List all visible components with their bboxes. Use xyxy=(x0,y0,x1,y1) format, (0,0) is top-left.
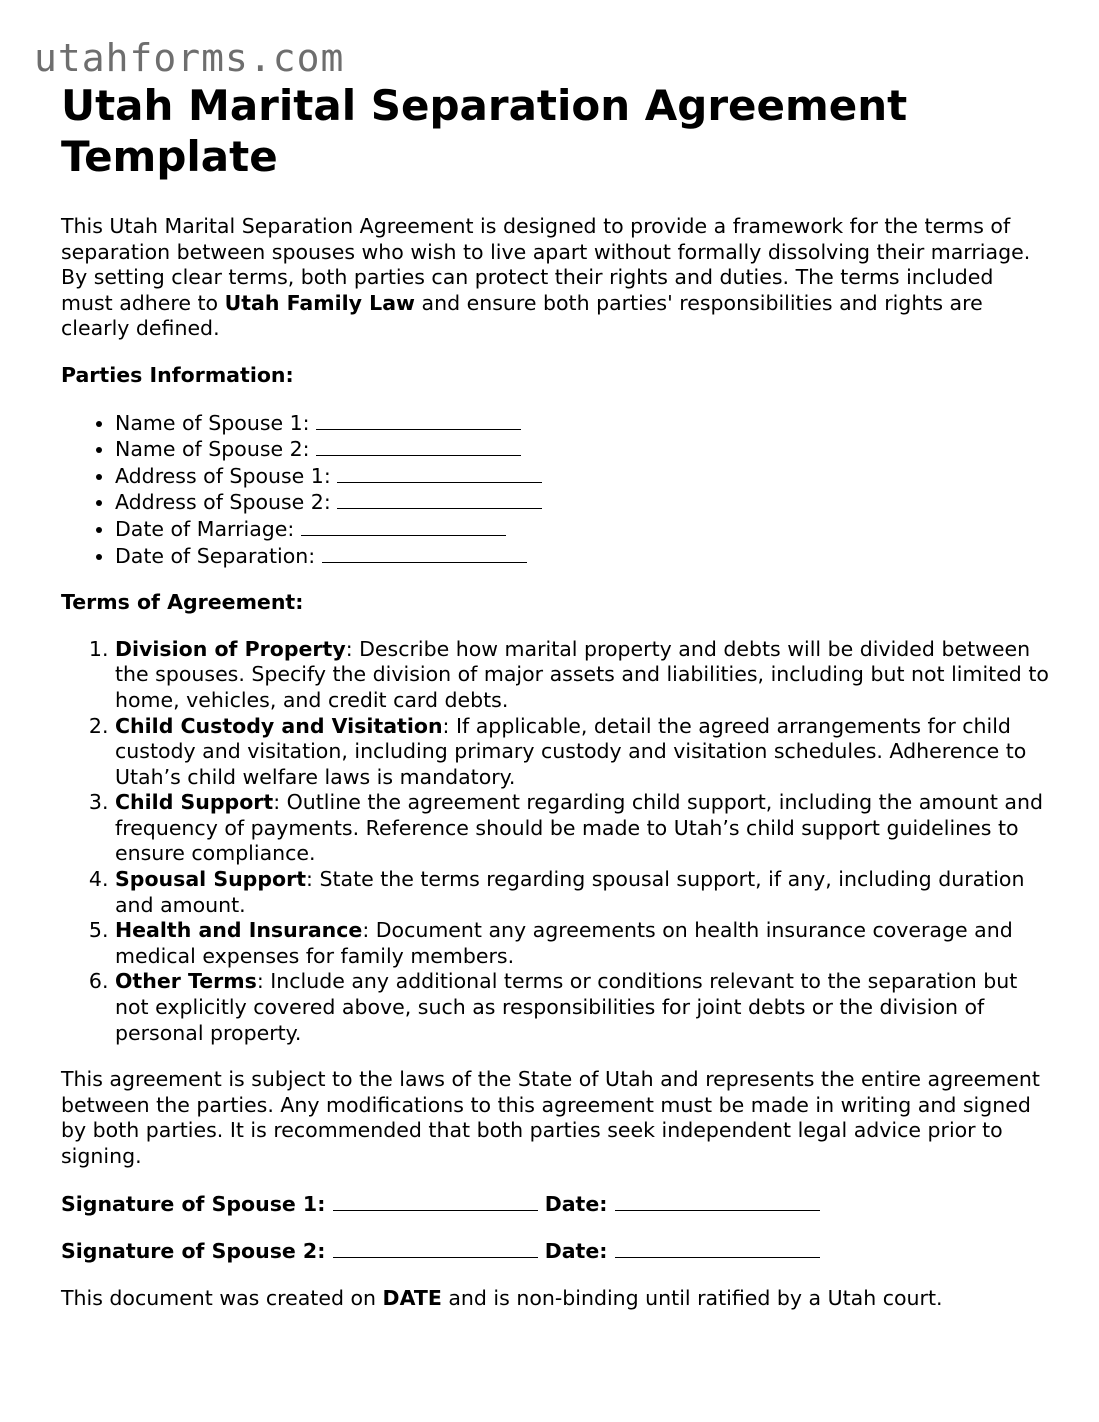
term-item xyxy=(115,714,1051,791)
signature-line-spouse2 xyxy=(61,1238,1051,1265)
date-label: Date: xyxy=(544,1191,608,1216)
footer-date-placeholder: DATE xyxy=(382,1285,442,1310)
fill-in-blank[interactable] xyxy=(337,463,542,483)
term-text: : Outline the agreement regarding child support, including the amount and frequency of payments. Reference should be made to Utah’s child support guidelines to ensure compliance. xyxy=(115,790,1043,866)
fill-in-blank[interactable] xyxy=(322,543,527,563)
date-blank[interactable] xyxy=(615,1191,820,1211)
term-item xyxy=(115,918,1051,969)
term-text: : Include any additional terms or conditions relevant to the separation but not explicitly covered above, such as responsibilities for joint debts or the division of personal property. xyxy=(115,969,1018,1045)
term-title: Child Support xyxy=(115,790,274,815)
term-item xyxy=(115,867,1051,918)
watermark: utahforms.com xyxy=(34,36,345,80)
parties-list xyxy=(61,410,1051,570)
closing-paragraph: This agreement is subject to the laws of the State of Utah and represents the entire agreement between the parties. Any modifications to this agreement must be made in writing and signed by both parties. It is recommended that both parties seek independent legal advice prior to signing. xyxy=(61,1067,1040,1168)
terms-list xyxy=(61,637,1051,1047)
term-text: : Describe how marital property and debts will be divided between the spouses. Specify the division of major assets and liabilities, including but not limited to home, vehicles, and credit card debts. xyxy=(115,636,1049,712)
term-title: Spousal Support xyxy=(115,867,307,892)
footer-note xyxy=(61,1286,1051,1312)
party-field-separation-date xyxy=(115,543,1051,570)
term-item xyxy=(115,637,1051,714)
signature-label: Signature of Spouse 1: xyxy=(61,1191,326,1216)
term-title: Division of Property xyxy=(115,636,346,661)
term-text: : If applicable, detail the agreed arrangements for child custody and visitation, including primary custody and visitation schedules. Adherence to Utah’s child welfare laws is mandatory. xyxy=(115,713,1027,789)
term-item xyxy=(115,790,1051,867)
date-blank[interactable] xyxy=(615,1238,820,1258)
footer-text-after: and is non-binding until ratified by a Utah court. xyxy=(441,1285,943,1310)
term-text: : Document any agreements on health insurance coverage and medical expenses for family members. xyxy=(115,918,1013,968)
party-field-marriage-date xyxy=(115,516,1051,543)
party-field-spouse1-address xyxy=(115,463,1051,490)
signature-label: Signature of Spouse 2: xyxy=(61,1239,326,1264)
intro-text-after: and ensure both parties' responsibilities and rights are clearly defined. xyxy=(61,290,983,341)
field-label: Address of Spouse 1: xyxy=(115,463,331,488)
page-title: Utah Marital Separation Agreement Template xyxy=(61,81,908,181)
intro-text-before: This Utah Marital Separation Agreement is designed to provide a framework for the terms of separation between spouses who wish to live apart without formally dissolving their marriage. By setting clear terms, both parties can protect their rights and duties. The terms included must adhere to xyxy=(61,214,1031,315)
fill-in-blank[interactable] xyxy=(316,410,521,430)
field-label: Name of Spouse 2: xyxy=(115,437,310,462)
footer-text-before: This document was created on xyxy=(61,1285,383,1310)
field-label: Address of Spouse 2: xyxy=(115,490,331,515)
intro-paragraph xyxy=(61,214,1051,342)
field-label: Date of Marriage: xyxy=(115,516,295,541)
intro-bold-term: Utah Family Law xyxy=(224,290,415,315)
fill-in-blank[interactable] xyxy=(316,436,521,456)
field-label: Date of Separation: xyxy=(115,543,316,568)
term-text: : State the terms regarding spousal support, if any, including duration and amount. xyxy=(115,867,1025,917)
field-label: Name of Spouse 1: xyxy=(115,410,310,435)
fill-in-blank[interactable] xyxy=(337,489,542,509)
term-title: Child Custody and Visitation xyxy=(115,713,443,738)
term-item xyxy=(115,969,1051,1046)
date-label: Date: xyxy=(544,1239,608,1264)
term-title: Other Terms xyxy=(115,969,257,994)
signature-blank[interactable] xyxy=(333,1238,538,1258)
fill-in-blank[interactable] xyxy=(301,516,506,536)
party-field-spouse2-name xyxy=(115,436,1051,463)
signature-blank[interactable] xyxy=(333,1191,538,1211)
party-field-spouse1-name xyxy=(115,410,1051,437)
terms-heading: Terms of Agreement: xyxy=(61,590,304,615)
parties-heading: Parties Information: xyxy=(61,362,294,387)
party-field-spouse2-address xyxy=(115,489,1051,516)
term-title: Health and Insurance xyxy=(115,918,363,943)
signature-line-spouse1 xyxy=(61,1191,1051,1218)
document-page xyxy=(61,80,1051,1311)
